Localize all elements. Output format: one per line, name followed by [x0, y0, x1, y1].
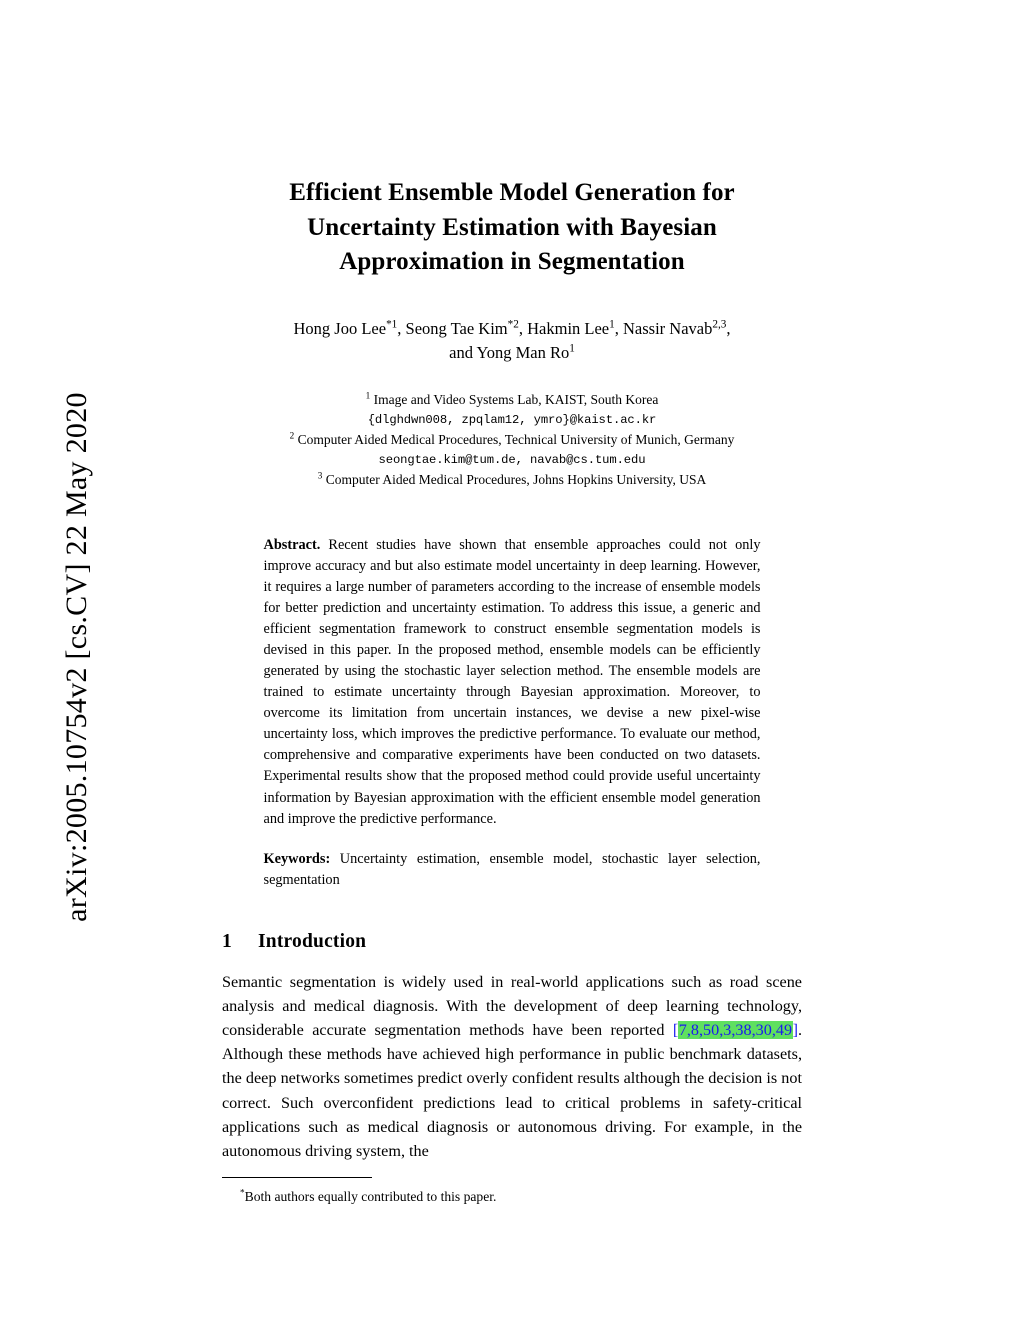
keywords-block [264, 849, 761, 891]
author-hong-joo-lee-sup: *1 [386, 318, 398, 330]
abstract-block [264, 535, 761, 830]
author-hakmin-lee-sup: 1 [609, 318, 615, 330]
intro-text-part-2: . Although these methods have achieved high performance in public benchmark datasets, the deep networks sometimes predict overly confident results although the decision is not correct. Such overconfident predictions lead to critical problems in safety-critical applications such as medical diagnosis or autonomous driving. For example, in the autonomous driving system, the [222, 1021, 802, 1160]
footnote [240, 1187, 802, 1206]
section-heading-introduction [222, 931, 802, 953]
author-nassir-navab-sup: 2,3 [712, 318, 727, 330]
affiliation-2-email: seongtae.kim@tum.de, navab@cs.tum.edu [378, 452, 646, 467]
author-list [222, 317, 802, 367]
affiliation-2 [222, 430, 802, 451]
citation-reference-group[interactable]: 7,8,50,3,38,30,49 [678, 1021, 793, 1040]
affiliation-2-marker: 2 [289, 430, 295, 441]
author-line-1 [222, 317, 802, 342]
abstract-text: Recent studies have shown that ensemble approaches could not only improve accuracy and but also estimate model uncertainty in deep learning. However, it requires a large number of parameters according to the increase of ensemble models for better prediction and uncertainty estimation. To address this issue, a generic and efficient segmentation framework to construct ensemble segmentation models is devised in this paper. In the proposed method, ensemble models can be efficiently generated by using the stochastic layer selection method. The ensemble models are trained to estimate uncertainty through Bayesian approximation. Moreover, to overcome its limitation from uncertain instances, we devise a new pixel-wise uncertainty loss, which improves the predictive performance. To evaluate our method, comprehensive and comparative experiments have been conducted on two datasets. Experimental results show that the proposed method could provide useful uncertainty information by Bayesian approximation with the efficient ensemble model generation and improve the predictive performance. [263, 536, 761, 827]
section-number: 1 [222, 930, 232, 952]
keywords-text: Uncertainty estimation, ensemble model, stochastic layer selection, segmentation [263, 850, 761, 888]
affiliation-3 [222, 470, 802, 491]
introduction-paragraph [222, 970, 802, 1163]
title-line-3: Approximation in Segmentation [339, 248, 685, 275]
affiliation-3-marker: 3 [317, 470, 323, 481]
author-yong-man-ro-sup: 1 [569, 342, 575, 355]
author-seong-tae-kim-sup: *2 [507, 318, 519, 330]
author-line-2 [222, 341, 802, 366]
author-hong-joo-lee: Hong Joo Lee [293, 318, 387, 338]
author-yong-man-ro: and Yong Man Ro [449, 343, 570, 363]
affiliation-1-marker: 1 [365, 390, 371, 401]
affiliation-1-email: {dlghdwn008, zpqlam12, ymro}@kaist.ac.kr [367, 412, 657, 427]
author-line-1-tail: , [726, 318, 731, 338]
title-line-2: Uncertainty Estimation with Bayesian [307, 213, 717, 241]
paper-content [222, 0, 802, 1206]
section-title: Introduction [258, 930, 367, 952]
keywords-label: Keywords: [263, 850, 331, 867]
citation-bracket-open: [ [672, 1021, 679, 1040]
citation-bracket-close: ] [792, 1021, 798, 1040]
affiliation-2-text: Computer Aided Medical Procedures, Technical University of Munich, Germany [297, 431, 735, 447]
affiliations [222, 390, 802, 491]
author-nassir-navab: , Nassir Navab [614, 318, 713, 338]
footnote-divider [222, 1177, 372, 1178]
paper-title [222, 176, 802, 280]
abstract-label: Abstract. [263, 536, 321, 553]
author-seong-tae-kim: , Seong Tae Kim [397, 318, 508, 338]
footnote-text: Both authors equally contributed to this paper. [244, 1188, 497, 1204]
affiliation-1-text: Image and Video Systems Lab, KAIST, South Korea [373, 392, 659, 407]
arxiv-identifier-stamp: arXiv:2005.10754v2 [cs.CV] 22 May 2020 [60, 392, 93, 922]
footnote-marker: * [240, 1187, 245, 1198]
affiliation-3-text: Computer Aided Medical Procedures, Johns Hopkins University, USA [325, 471, 707, 487]
author-hakmin-lee: , Hakmin Lee [518, 318, 610, 338]
intro-text-part-1: Semantic segmentation is widely used in real-world applications such as road scene analysis and medical diagnosis. With the development of deep learning technology, considerable accurate segmentation methods have been reported [222, 972, 802, 1040]
affiliation-1 [222, 390, 802, 411]
title-line-1: Efficient Ensemble Model Generation for [289, 179, 735, 206]
